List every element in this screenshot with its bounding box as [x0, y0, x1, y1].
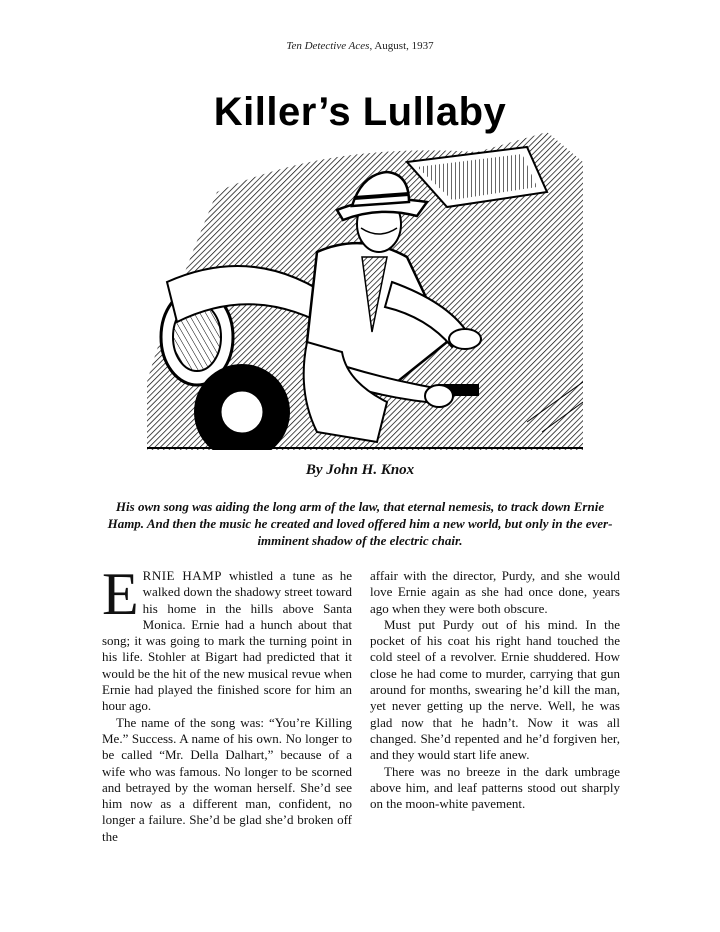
paragraph-3: affair with the director, Purdy, and she would love Ernie again as she had once done, years ago when they were both obscure.	[370, 568, 620, 616]
drop-cap: E	[102, 561, 139, 627]
paragraph-1	[102, 561, 352, 715]
story-title: Killer’s Lullaby	[213, 90, 507, 134]
paragraph-2: The name of the song was: “You’re Killing Me.” Success. A name of his own. No longer to be called “Mr. Della Dalhart,” because of a wife who was famous. No longer to be scorned and betrayed by the woman herself. She’d see him now as a different man, confident, no longer a failure. She’d be glad she’d broken off the	[102, 714, 352, 844]
byline: By John H. Knox	[305, 462, 415, 478]
publication-name: Ten Detective Aces	[286, 40, 370, 52]
column-left	[102, 561, 352, 845]
running-header	[0, 40, 720, 52]
column-right	[370, 568, 620, 812]
paragraph-4: Must put Purdy out of his mind. In the pocket of his coat his right hand touched the cold steel of a revolver. Ernie shuddered. How close he had come to murder, carrying that gun around for months, swearing he’d kill the man, yet never getting up the nerve. Well, he was glad now that he hadn’t. Now it was all changed. She’d repented and he’d forgiven her, and they would start life anew.	[370, 616, 620, 763]
story-deck: His own song was aiding the long arm of the law, that eternal nemesis, to track down Ernie Hamp. And then the music he created and loved offered him a new world, but only in the ever-imminent shadow of the electric chair.	[107, 499, 613, 548]
paragraph-1-text: whistled a tune as he walked down the shadowy street toward his home in the hills above Santa Monica. Ernie had a hunch about that song; it was going to mark the turning point in his life. Stohler at Bigart had predicted that it would be the hit of the new musical revue when Ernie had played the finished score for him an hour ago.	[102, 568, 352, 714]
paragraph-5: There was no breeze in the dark umbrage above him, and leaf patterns stood out sharply on the moon-white pavement.	[370, 763, 620, 812]
lead-caps: RNIE HAMP	[142, 568, 222, 583]
detective-with-gun-illustration	[147, 132, 583, 450]
publication-date: , August, 1937	[369, 40, 434, 52]
